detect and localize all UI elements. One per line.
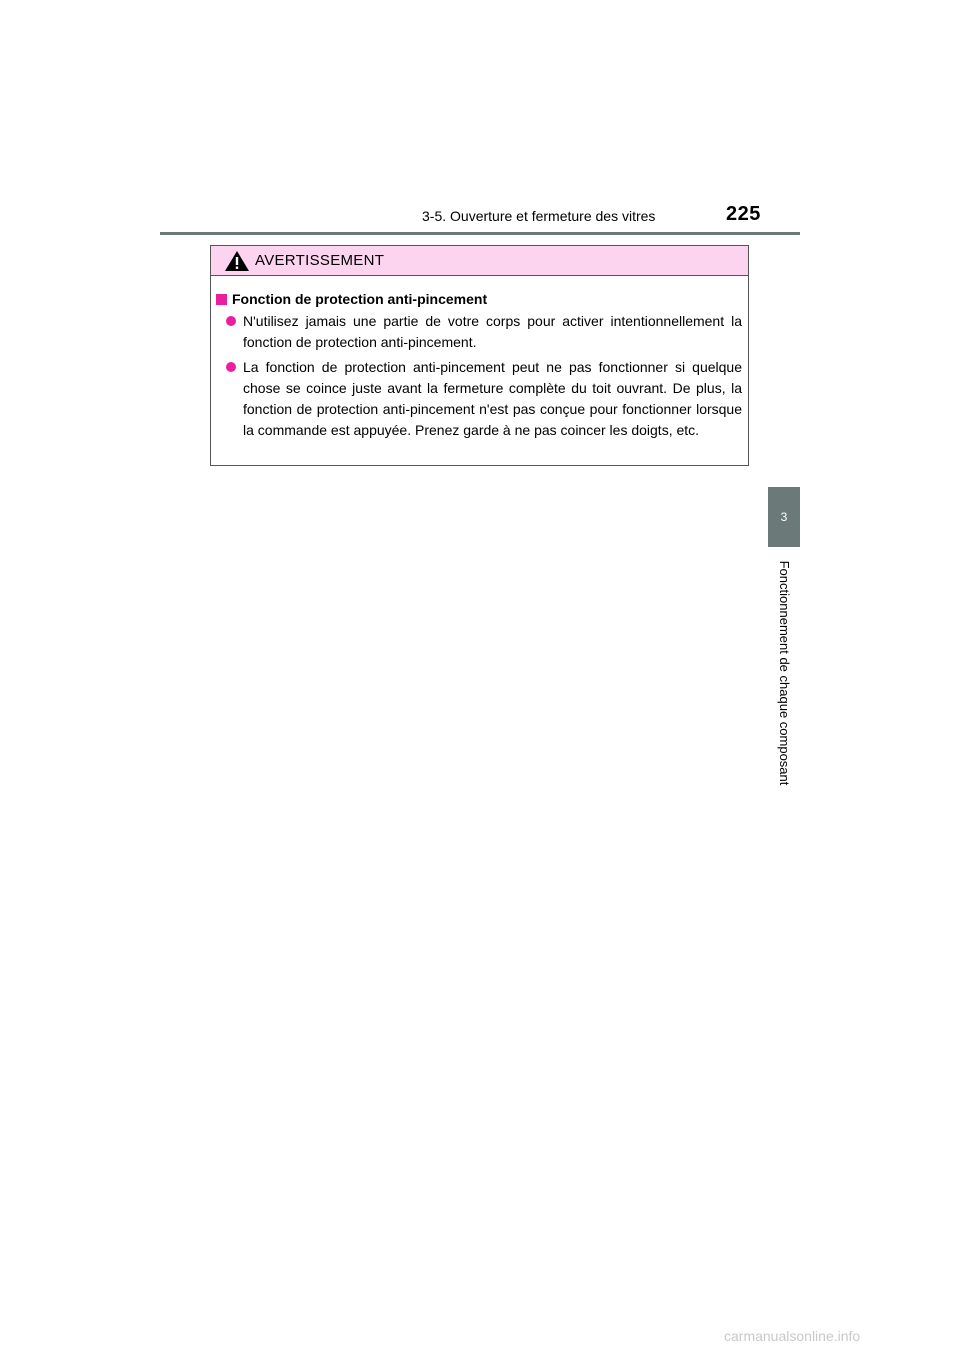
dot-bullet-icon xyxy=(226,316,236,326)
list-item-text: N'utilisez jamais une partie de votre corps pour activer intentionnellement la fonction de protection anti-pincement. xyxy=(243,313,742,350)
list-item xyxy=(216,311,742,353)
warning-heading-text: Fonction de protection anti-pincement xyxy=(232,291,488,307)
header-rule xyxy=(160,232,800,235)
list-item xyxy=(216,357,742,441)
section-title: 3-5. Ouverture et fermeture des vitres xyxy=(422,208,656,224)
list-item-text: La fonction de protection anti-pincement peut ne pas fonctionner si quelque chose se coince juste avant la fermeture complète du toit ouvrant. De plus, la fonction de protection anti-pincement n'est pas conçue pour fonctionner lorsque la commande est appuyée. Prenez garde à ne pas coincer les doigts, etc. xyxy=(243,359,742,438)
page-number: 225 xyxy=(726,203,761,225)
warning-heading xyxy=(216,289,742,310)
warning-body xyxy=(211,276,748,441)
warning-header xyxy=(211,246,748,276)
warning-box xyxy=(210,245,749,466)
chapter-title: Fonctionnement de chaque composant xyxy=(777,560,792,786)
dot-bullet-icon xyxy=(226,362,236,372)
warning-title: AVERTISSEMENT xyxy=(255,252,385,269)
watermark: carmanualsonline.info xyxy=(724,1328,861,1344)
warning-triangle-icon xyxy=(225,251,249,271)
chapter-number: 3 xyxy=(780,510,788,524)
chapter-tab xyxy=(768,487,800,547)
square-bullet-icon xyxy=(216,294,227,305)
